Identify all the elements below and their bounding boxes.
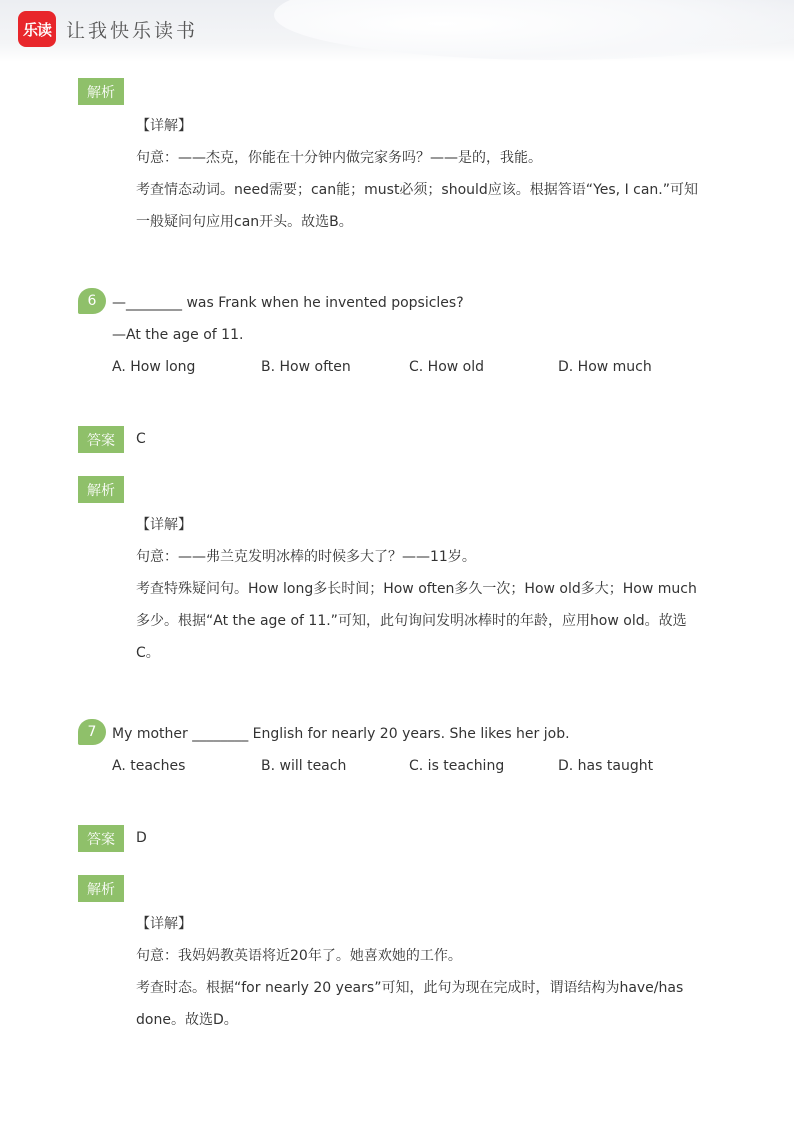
analysis-line: C。	[136, 645, 160, 661]
option-d: D. How much	[558, 359, 652, 375]
analysis-line: 考查特殊疑问句。How long多长时间；How often多久一次；How old多大；How much	[136, 581, 697, 597]
question-stem: My mother ________ English for nearly 20 years. She likes her job.	[112, 726, 570, 742]
analysis-tag: 解析	[78, 476, 124, 503]
detail-label: 【详解】	[136, 517, 192, 533]
header-decoration	[274, 0, 794, 60]
answer-value: C	[136, 431, 146, 447]
answer-tag: 答案	[78, 825, 124, 852]
analysis-line: 句意：我妈妈教英语将近20年了。她喜欢她的工作。	[136, 948, 462, 964]
analysis-tag: 解析	[78, 78, 124, 105]
detail-label: 【详解】	[136, 916, 192, 932]
question-number-6: 6	[78, 288, 106, 314]
option-b: B. How often	[261, 359, 351, 375]
logo: 乐读	[18, 11, 56, 47]
detail-label: 【详解】	[136, 118, 192, 134]
analysis-line: 句意：——弗兰克发明冰棒的时候多大了？——11岁。	[136, 549, 476, 565]
analysis-line: 考查时态。根据“for nearly 20 years”可知，此句为现在完成时，谓语结构为have/has	[136, 980, 684, 996]
answer-tag: 答案	[78, 426, 124, 453]
option-c: C. How old	[409, 359, 485, 375]
option-a: A. How long	[112, 359, 196, 375]
option-a: A. teaches	[112, 758, 186, 774]
question-stem: —________ was Frank when he invented popsicles?	[112, 295, 464, 311]
analysis-line: 多少。根据“At the age of 11.”可知，此句询问发明冰棒时的年龄，应用how old。故选	[136, 613, 687, 629]
option-c: C. is teaching	[409, 758, 505, 774]
analysis-line: done。故选D。	[136, 1012, 238, 1028]
analysis-line: 句意：——杰克，你能在十分钟内做完家务吗？——是的，我能。	[136, 150, 542, 166]
option-d: D. has taught	[558, 758, 654, 774]
analysis-line: 一般疑问句应用can开头。故选B。	[136, 214, 353, 230]
page-header	[0, 0, 794, 62]
analysis-tag: 解析	[78, 875, 124, 902]
slogan: 让我快乐读书	[66, 20, 199, 42]
question-stem-reply: —At the age of 11.	[112, 327, 244, 343]
answer-value: D	[136, 830, 147, 846]
question-number-7: 7	[78, 719, 106, 745]
analysis-line: 考查情态动词。need需要；can能；must必须；should应该。根据答语“Yes, I can.”可知	[136, 182, 698, 198]
option-b: B. will teach	[261, 758, 347, 774]
